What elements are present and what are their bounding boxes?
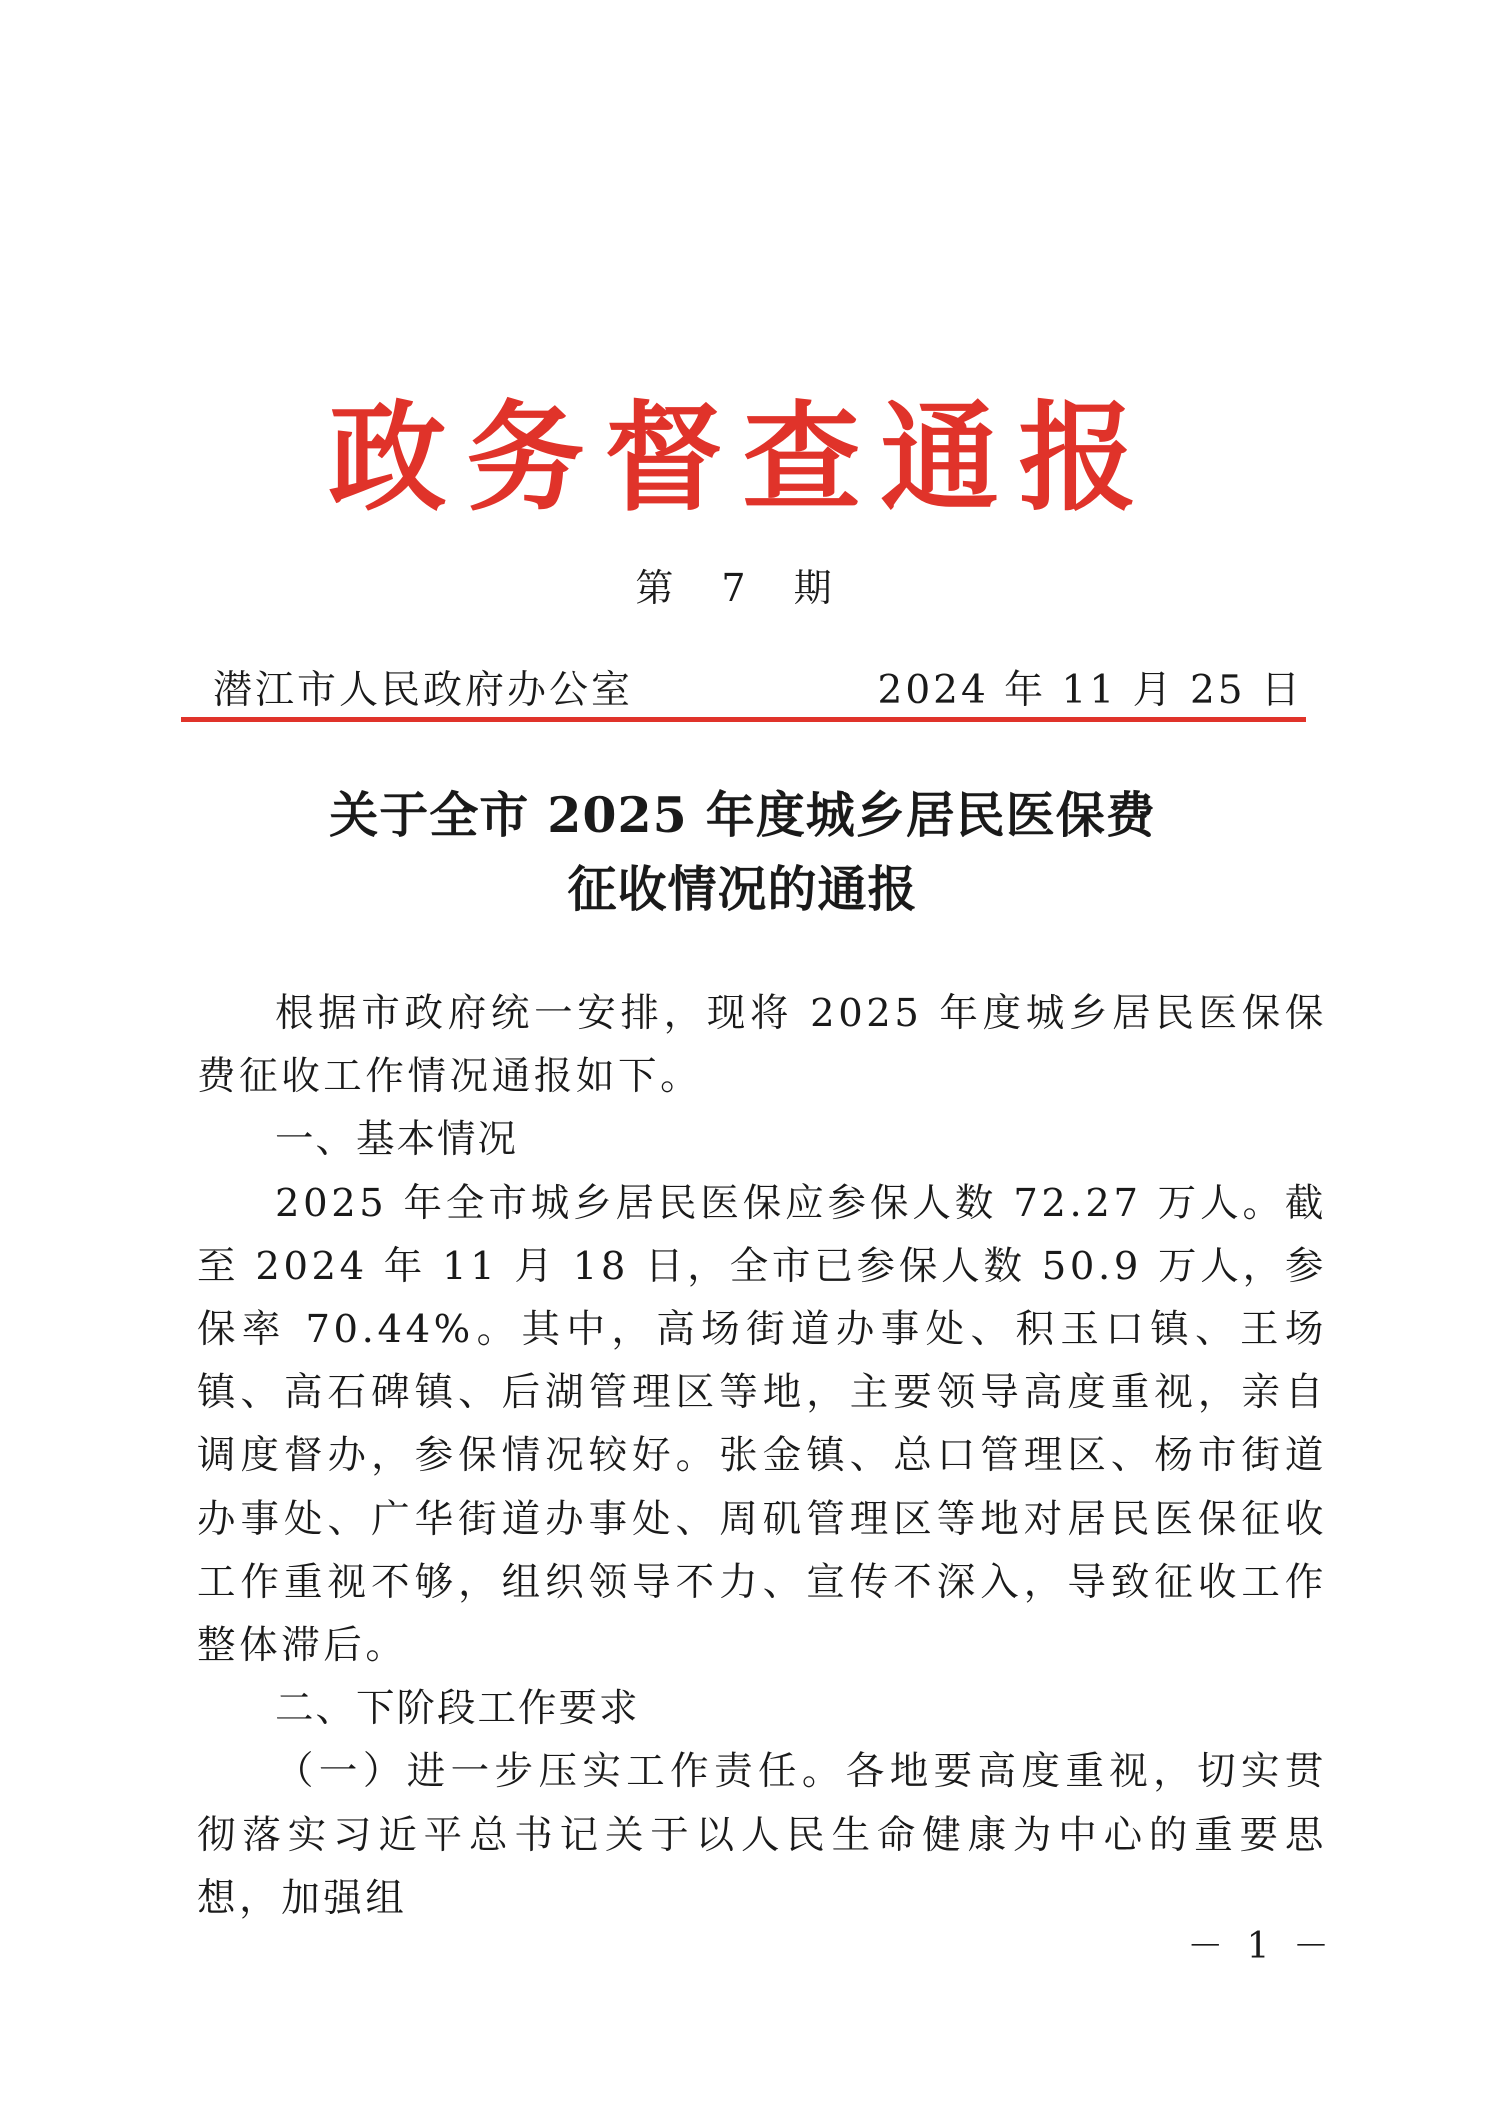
title-line-1: 关于全市 2025 年度城乡居民医保费: [329, 786, 1156, 844]
issuing-office: 潜江市人民政府办公室: [213, 668, 634, 713]
issue-number: 第 7 期: [635, 566, 850, 610]
red-divider-line: [181, 717, 1306, 722]
section-1-paragraph: 2025 年全市城乡居民医保应参保人数 72.27 万人。截至 2024 年 11 月 18 日，全市已参保人数 50.9 万人，参保率 70.44%。其中，高场街道办事处、积玉口镇、王场镇、高石碑镇、后湖管理区等地，主要领导高度重视，亲自调度督办，参保情况较好。张金镇、总口管理区、杨市街道办事处、广华街道办事处、周矶管理区等地对居民医保征收工作重视不够，组织领导不力、宣传不深入，导致征收工作整体滞后。: [197, 1180, 1327, 1669]
title-line-2: 征收情况的通报: [567, 860, 918, 918]
issue-date: 2024 年 11 月 25 日: [877, 668, 1303, 713]
masthead-title: 政务督查通报: [328, 389, 1157, 527]
section-2-paragraph: （一）进一步压实工作责任。各地要高度重视，切实贯彻落实习近平总书记关于以人民生命健康为中心的重要思想，加强组: [197, 1749, 1327, 1921]
document-body: [197, 982, 1327, 1930]
intro-paragraph: 根据市政府统一安排，现将 2025 年度城乡居民医保保费征收工作情况通报如下。: [197, 991, 1327, 1100]
document-title: [0, 778, 1485, 926]
section-2-heading: 二、下阶段工作要求: [275, 1686, 640, 1732]
page-number: － 1 －: [1187, 1926, 1335, 1967]
section-1-heading: 一、基本情况: [275, 1117, 519, 1163]
